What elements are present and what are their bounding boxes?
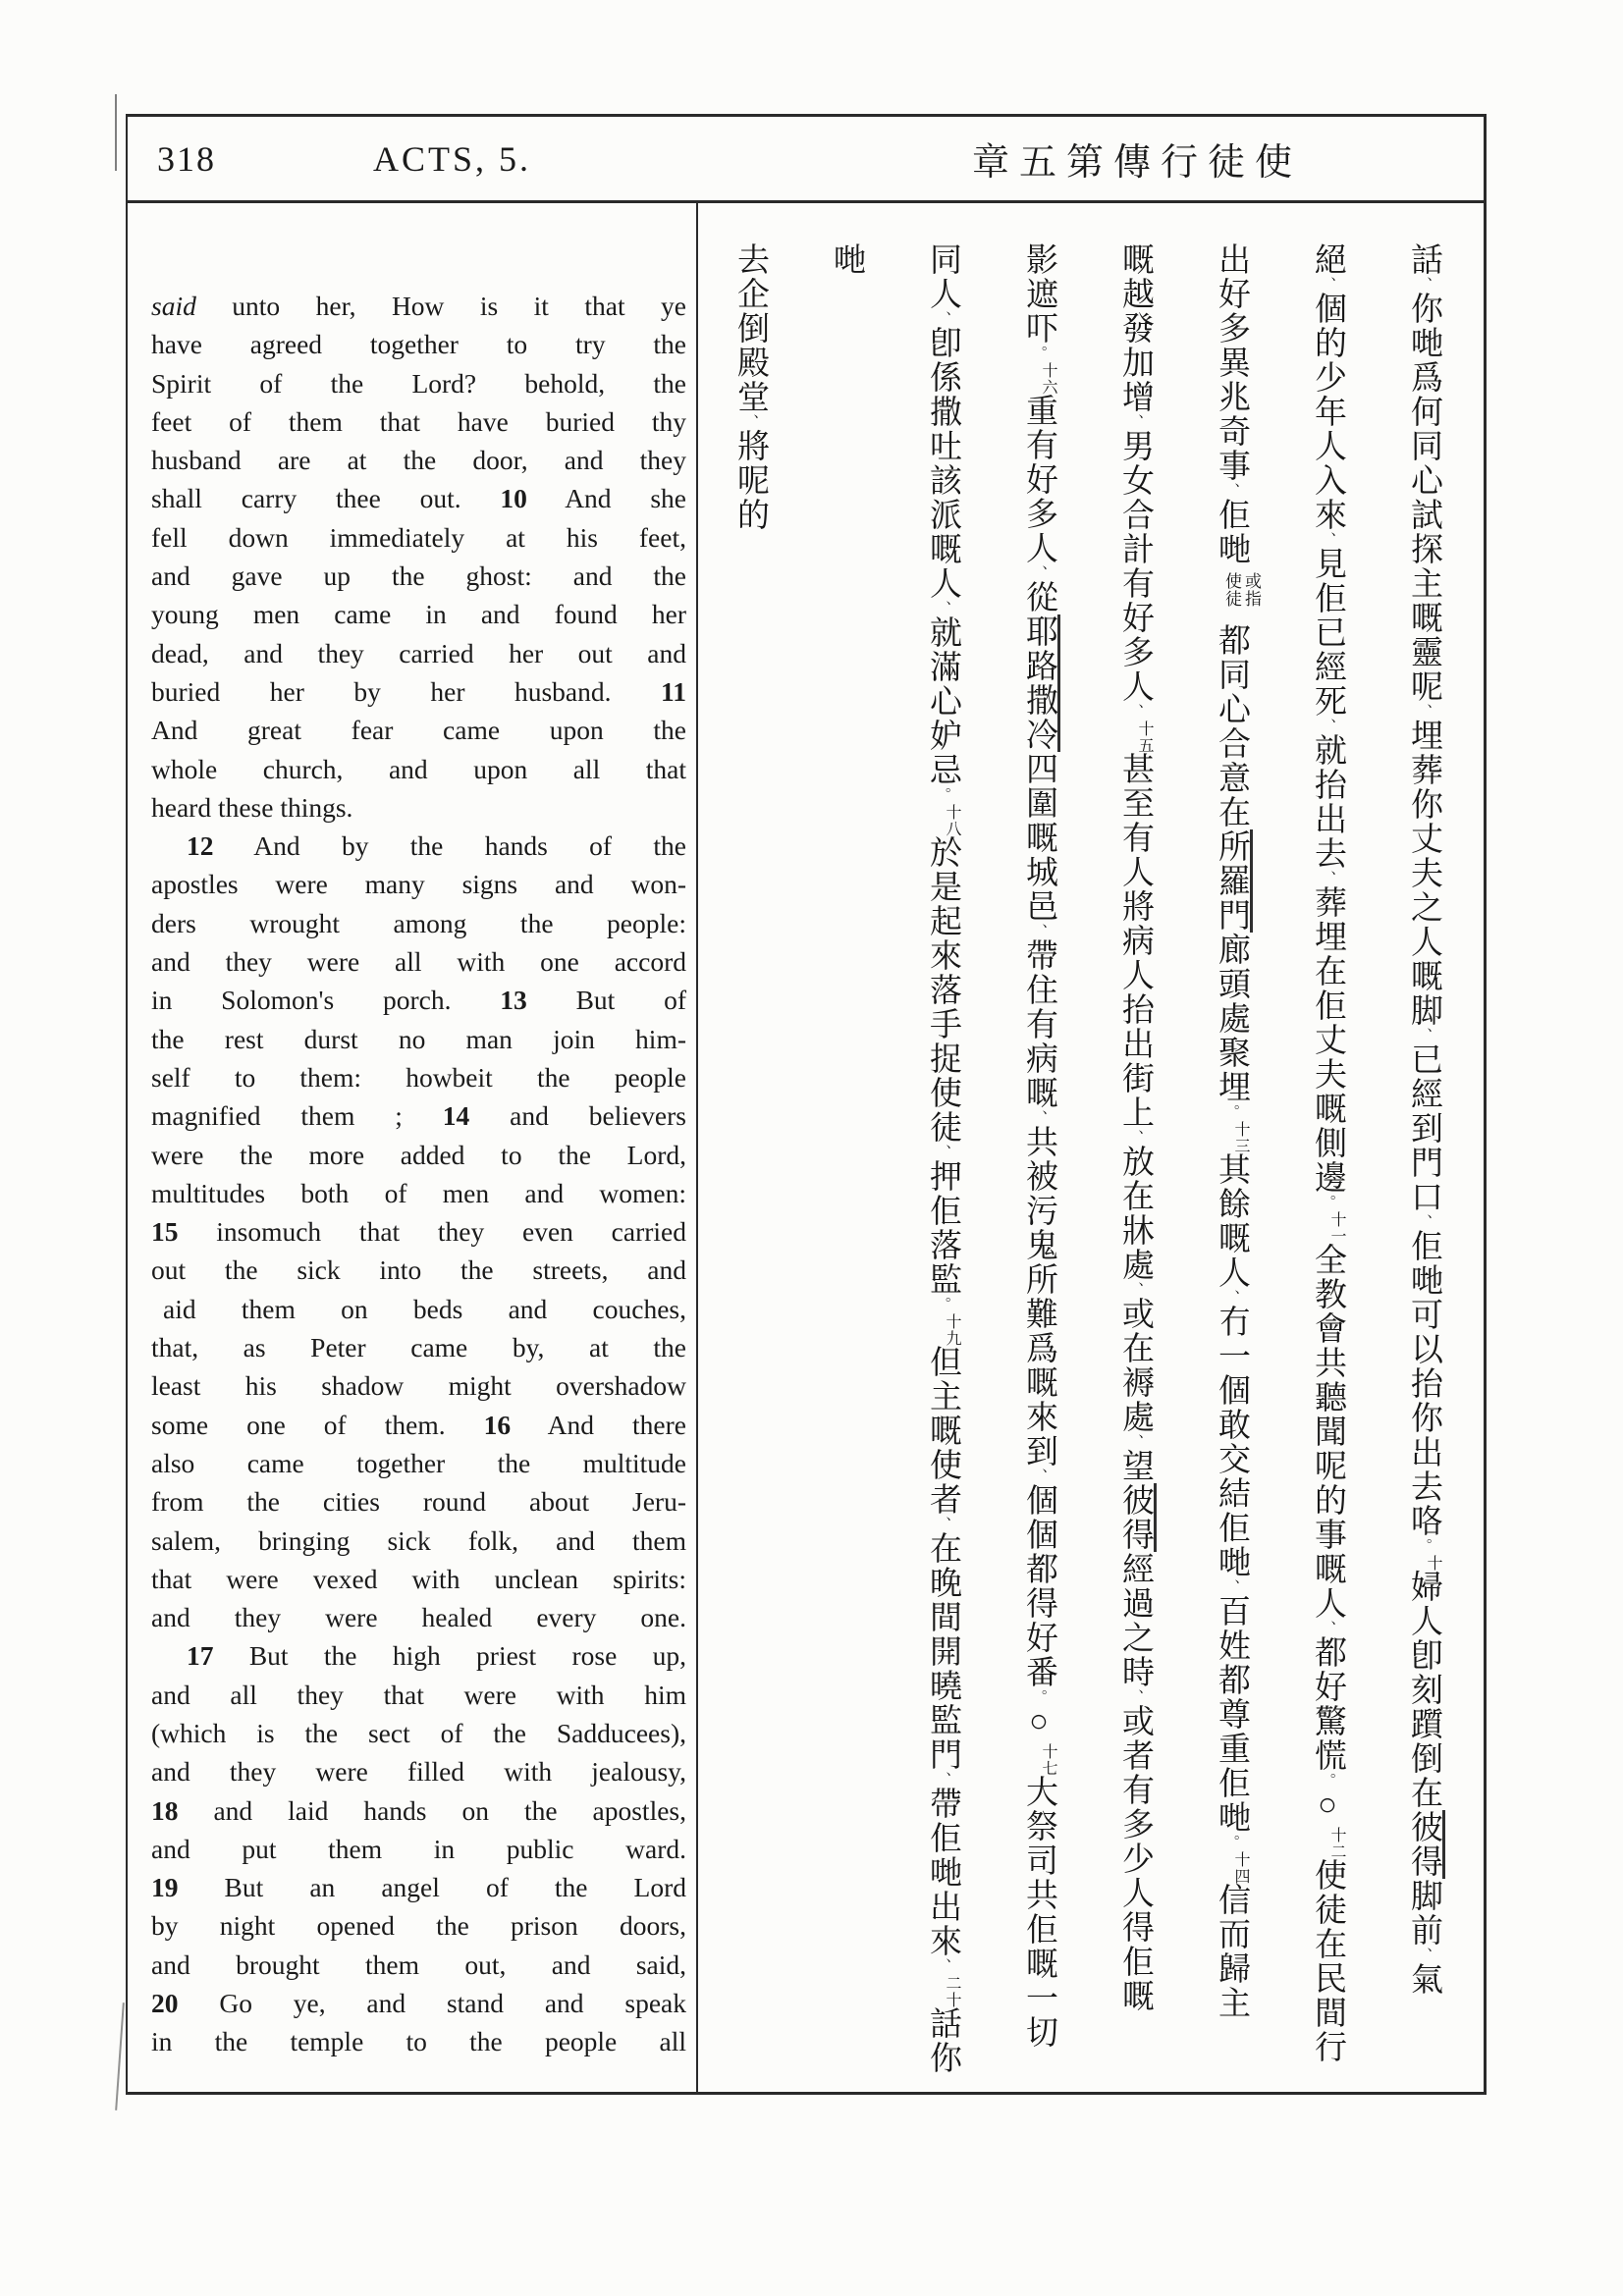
english-text-line: magnified them ; 14 and believers: [151, 1100, 686, 1132]
chinese-text-run: 絕、個的少年人入來、見佢已經死、就抬出去、葬埋在佢丈夫嘅側邊。: [1310, 242, 1345, 1209]
english-text-line: the rest durst no man join him-: [151, 1023, 686, 1054]
chinese-text-run: 影遮吓。: [1021, 242, 1056, 360]
english-text-line: and all they that were with him: [151, 1679, 686, 1710]
page-number: 318: [157, 138, 216, 179]
chinese-text-run: 嘅越發加增、男女合計有好多人、: [1117, 242, 1153, 719]
chinese-text-run: 脚前、氣: [1406, 1879, 1441, 1997]
english-text-line: buried her by her husband. 11: [151, 675, 686, 707]
english-text-line: that, as Peter came by, at the: [151, 1332, 686, 1363]
verse-number-mark: 二十: [944, 1975, 960, 2008]
english-text-line: young men came in and found her: [151, 599, 686, 630]
chinese-column: [798, 242, 991, 2082]
english-text-line: fell down immediately at his feet,: [151, 521, 686, 553]
proper-name-marked: 彼得: [1117, 1483, 1157, 1552]
chinese-text-run: 大祭司共佢嘅一切: [1021, 1775, 1056, 2050]
chinese-column: [1183, 242, 1279, 2082]
english-text-line: least his shadow might overshadow: [151, 1370, 686, 1402]
chinese-column: [1376, 242, 1472, 2082]
chinese-text-run: 話你哋: [829, 242, 960, 2075]
english-text-line: ders wrought among the people:: [151, 907, 686, 938]
verse-number-mark: 十四: [1232, 1851, 1249, 1885]
chinese-text-run: 婦人卽刻躓倒在: [1406, 1570, 1441, 1810]
english-text-line: 19 But an angel of the Lord: [151, 1872, 686, 1903]
verse-number-mark: 十: [1425, 1555, 1441, 1572]
english-text-line: 17 But the high priest rose up,: [187, 1640, 686, 1672]
chinese-text-run: 出好多異兆奇事、佢哋: [1214, 242, 1249, 566]
chinese-text-run: 都同心合意在: [1214, 623, 1249, 829]
english-text-line: and brought them out, and said,: [151, 1949, 686, 1980]
english-text-line: in Solomon's porch. 13 But of: [151, 985, 686, 1016]
chinese-text-run: 重有好多人、從: [1021, 394, 1056, 614]
english-text: [128, 203, 696, 2092]
chinese-column: [991, 242, 1087, 2082]
english-text-line: dead, and they carried her out and: [151, 637, 686, 668]
verse-number-mark: 十五: [1136, 721, 1153, 754]
english-running-title: ACTS, 5.: [373, 138, 532, 179]
english-text-line: that were vexed with unclean spirits:: [151, 1563, 686, 1594]
chinese-text-run: 廊頭處聚埋。: [1214, 933, 1249, 1119]
english-text-line: also came together the multitude: [151, 1447, 686, 1478]
verse-number-mark: 十八: [944, 804, 960, 837]
english-text-line: heard these things.: [151, 791, 353, 823]
chinese-text-run: 使徒在民間行: [1310, 1858, 1345, 2064]
chinese-text-run: 其餘嘅人、冇一個敢交結佢哋、百姓都尊重佢哋。: [1214, 1152, 1249, 1849]
english-text-line: multitudes both of men and women:: [151, 1177, 686, 1208]
english-text-line: and they were filled with jealousy,: [151, 1756, 686, 1788]
english-text-line: from the cities round about Jeru-: [151, 1486, 686, 1518]
english-text-line: shall carry thee out. 10 And she: [151, 483, 687, 514]
chinese-column: [1279, 242, 1376, 2082]
english-text-line: 18 and laid hands on the apostles,: [151, 1794, 686, 1826]
chinese-column: [1087, 242, 1183, 2082]
english-text-line: And great fear came upon the: [151, 715, 686, 746]
english-text-line: have agreed together to try the: [151, 329, 686, 360]
proper-name-marked: 耶路撒冷: [1021, 614, 1060, 752]
chinese-text-run: 全教會共聽聞呢的事嘅人、都好驚慌。○: [1310, 1243, 1345, 1825]
chinese-text-run: 去企倒殿堂、將呢的: [732, 242, 768, 532]
verse-number-mark: 十六: [1040, 362, 1056, 396]
chinese-text-run: 同人、卽係撒吐該派嘅人、就滿心妒忌。: [925, 242, 960, 802]
page-edge-artifact: [115, 2002, 125, 2110]
chinese-text-run: 話、你哋爲何同心試探主嘅靈呢、埋葬你丈夫之人嘅脚、已經到門口、佢哋可以抬你出去咯。: [1406, 242, 1441, 1553]
chinese-text-run: 於是起來落手捉使徒、押佢落監。: [925, 835, 960, 1311]
english-text-line: were the more added to the Lord,: [151, 1139, 686, 1170]
chinese-text-run: 但主嘅使者、在晚間開曉監門、帶佢哋出來、: [925, 1345, 960, 1973]
english-text-line: feet of them that have buried thy: [151, 405, 686, 437]
verse-number-mark: 十九: [944, 1313, 960, 1347]
page-header: [128, 117, 1484, 203]
chinese-text: [696, 203, 1484, 2092]
english-text-line: 20 Go ye, and stand and speak: [151, 1988, 686, 2019]
english-text-line: husband are at the door, and they: [151, 445, 686, 476]
chinese-text-run: 經過之時、或者有多少人得佢嘅: [1117, 1552, 1153, 2013]
english-text-line: Spirit of the Lord? behold, the: [151, 367, 686, 399]
chinese-running-title: 章五第傳行徒使: [971, 142, 1302, 184]
chinese-text-run: 信而歸主: [1214, 1883, 1249, 2020]
english-text-line: by night opened the prison doors,: [151, 1910, 686, 1942]
english-text-line: salem, bringing sick folk, and them: [151, 1524, 686, 1556]
english-text-line: said unto her, How is it that ye: [151, 291, 686, 321]
english-text-line: apostles were many signs and won-: [151, 869, 686, 900]
english-text-line: and gave up the ghost: and the: [151, 561, 686, 592]
english-text-line: (which is the sect of the Sadducees),: [151, 1717, 686, 1748]
english-text-line: some one of them. 16 And there: [151, 1409, 686, 1440]
verse-number-mark: 十二: [1328, 1827, 1345, 1860]
verse-number-mark: 十七: [1040, 1743, 1056, 1777]
page-edge-artifact: [115, 94, 117, 171]
english-text-line: in the temple to the people all: [151, 2026, 686, 2057]
english-text-line: whole church, and upon all that: [151, 753, 686, 784]
english-text-line: out the sick into the streets, and: [151, 1255, 686, 1286]
page-content: [128, 203, 1484, 2092]
interlinear-gloss: 或指使徒: [1222, 572, 1261, 608]
english-text-line: 12 And by the hands of the: [187, 830, 686, 862]
proper-name-marked: 所羅門: [1214, 829, 1253, 933]
english-text-line: aid them on beds and couches,: [163, 1293, 686, 1324]
verse-number-mark: 十三: [1232, 1121, 1249, 1154]
chinese-text-run: 甚至有人將病人抬出街上、放在牀處、或在褥處、望: [1117, 752, 1153, 1483]
english-text-line: 15 insomuch that they even carried: [151, 1216, 686, 1248]
proper-name-marked: 彼得: [1406, 1810, 1445, 1879]
english-text-line: self to them: howbeit the people: [151, 1061, 686, 1093]
english-text-line: and they were healed every one.: [151, 1602, 686, 1633]
chinese-column: [702, 242, 798, 2082]
verse-number-mark: 十一: [1328, 1211, 1345, 1245]
chinese-text-run: 四圍嘅城邑、帶住有病嘅、共被污鬼所難爲嘅來到、個個都得好番。○: [1021, 752, 1056, 1741]
english-text-line: and put them in public ward.: [151, 1833, 686, 1864]
english-text-line: and they were all with one accord: [151, 946, 686, 978]
page-frame: [126, 114, 1487, 2095]
